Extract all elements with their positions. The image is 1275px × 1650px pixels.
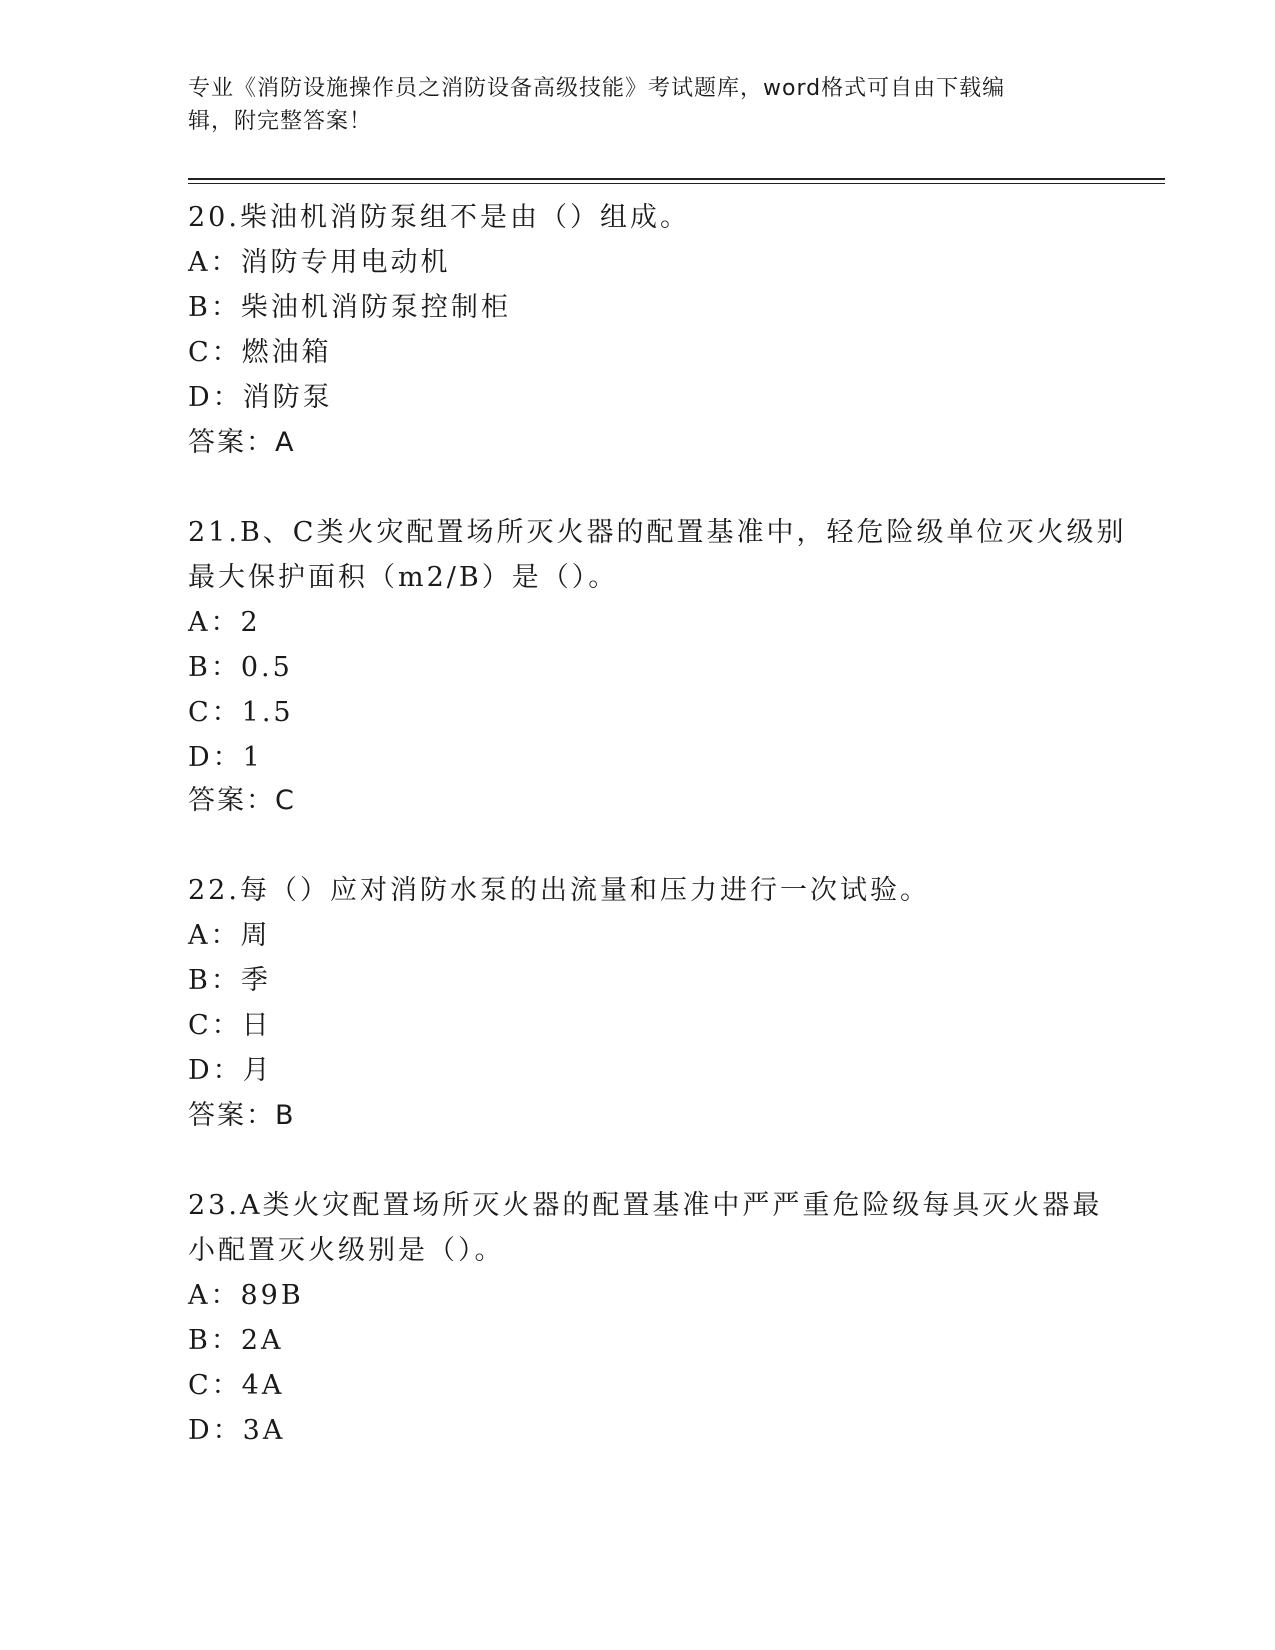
document-header bbox=[188, 72, 1078, 138]
question-21-stem-line-1: 21.B、C类火灾配置场所灭火器的配置基准中，轻危险级单位灭火级别 bbox=[188, 517, 1127, 548]
question-20-option-d: D：消防泵 bbox=[188, 382, 333, 413]
question-21-option-d: D：1 bbox=[188, 742, 263, 773]
question-20-answer: 答案：A bbox=[188, 427, 296, 458]
question-21-option-c: C：1.5 bbox=[188, 697, 294, 728]
question-22-option-a: A：周 bbox=[188, 920, 271, 951]
header-line-2: 辑，附完整答案！ bbox=[188, 109, 373, 134]
question-21-option-a: A：2 bbox=[188, 607, 261, 638]
question-23-option-d: D：3A bbox=[188, 1415, 286, 1446]
question-22-option-c: C：日 bbox=[188, 1010, 272, 1041]
question-23-option-a: A：89B bbox=[188, 1280, 304, 1311]
question-22-option-b: B：季 bbox=[188, 965, 271, 996]
question-22-answer: 答案：B bbox=[188, 1100, 296, 1131]
question-20-option-a: A：消防专用电动机 bbox=[188, 247, 451, 278]
header-divider-thick bbox=[188, 178, 1165, 180]
question-21-stem-line-2: 最大保护面积（m2/B）是（）。 bbox=[188, 562, 619, 593]
question-20-stem: 20.柴油机消防泵组不是由（）组成。 bbox=[188, 202, 690, 233]
question-23-option-b: B：2A bbox=[188, 1325, 284, 1356]
question-21-option-b: B：0.5 bbox=[188, 652, 293, 683]
header-line-1: 专业《消防设施操作员之消防设备高级技能》考试题库，word格式可自由下载编 bbox=[188, 76, 1006, 101]
question-20-option-c: C：燃油箱 bbox=[188, 337, 332, 368]
question-23-stem-line-1: 23.A类火灾配置场所灭火器的配置基准中严严重危险级每具灭火器最 bbox=[188, 1190, 1103, 1221]
question-23-option-c: C：4A bbox=[188, 1370, 285, 1401]
header-divider-thin bbox=[188, 183, 1165, 184]
question-20-option-b: B：柴油机消防泵控制柜 bbox=[188, 292, 511, 323]
question-21-answer: 答案：C bbox=[188, 785, 296, 816]
question-22-option-d: D：月 bbox=[188, 1055, 273, 1086]
question-22-stem: 22.每（）应对消防水泵的出流量和压力进行一次试验。 bbox=[188, 875, 930, 906]
question-23-stem-line-2: 小配置灭火级别是（）。 bbox=[188, 1235, 505, 1266]
